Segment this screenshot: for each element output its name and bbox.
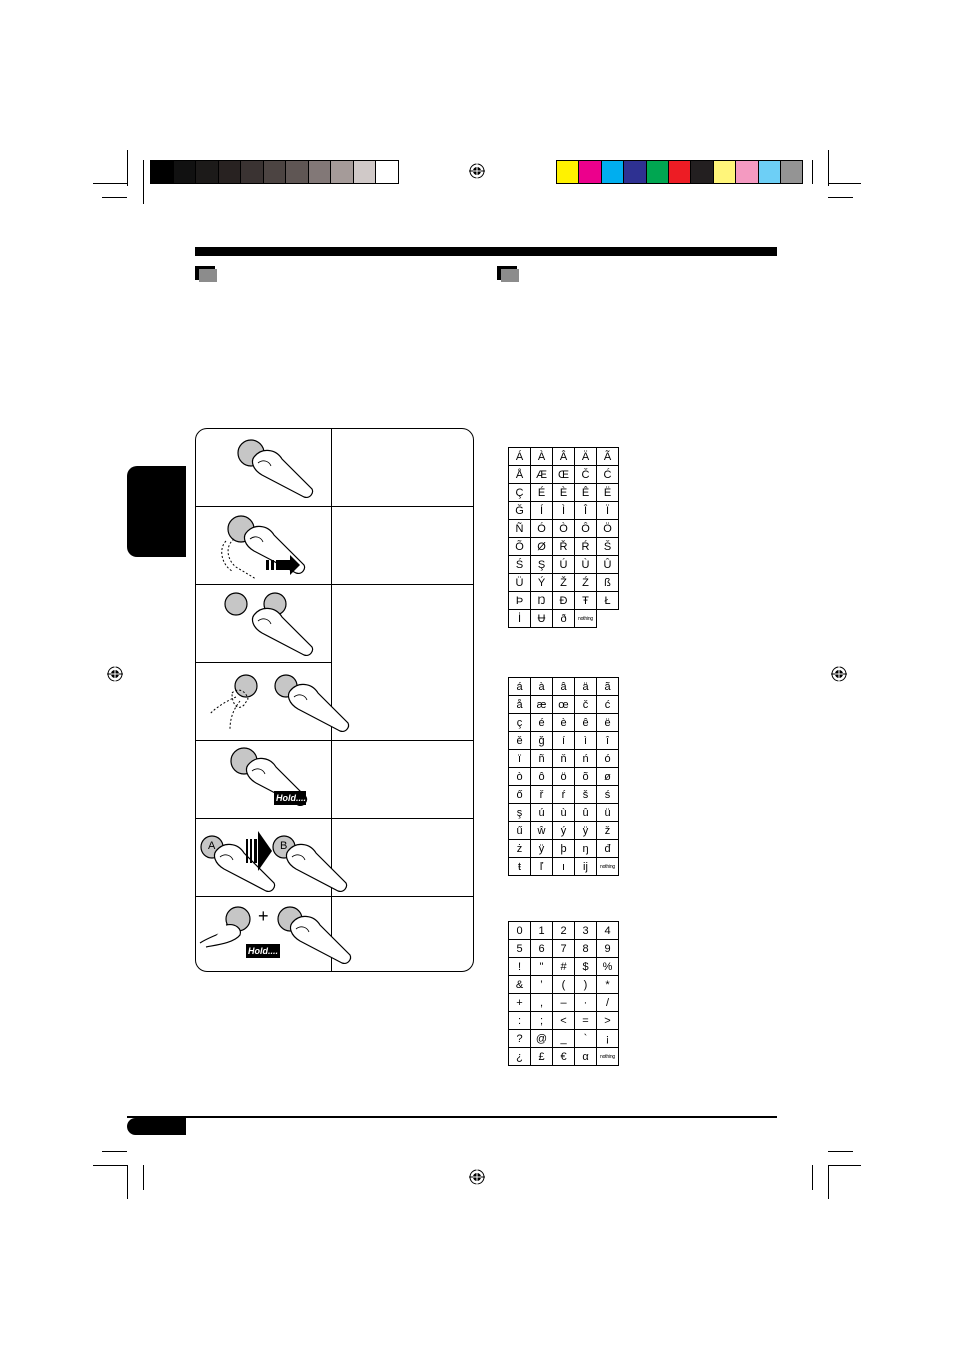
character-cell: ş — [509, 804, 531, 822]
character-cell: ë — [597, 714, 619, 732]
table-row — [509, 448, 619, 466]
character-cell: nothing — [575, 610, 597, 628]
character-cell: õ — [575, 768, 597, 786]
character-cell: nothing — [597, 1048, 619, 1066]
character-cell: £ — [531, 1048, 553, 1066]
character-cell: Ä — [575, 448, 597, 466]
character-cell: í — [553, 732, 575, 750]
character-cell: ÿ — [531, 840, 553, 858]
character-cell: Ŕ — [575, 538, 597, 556]
character-cell: ő — [509, 786, 531, 804]
character-cell: : — [509, 1012, 531, 1030]
character-cell: Œ — [553, 466, 575, 484]
character-cell: Ç — [509, 484, 531, 502]
character-cell: Ã — [597, 448, 619, 466]
character-cell: ; — [531, 1012, 553, 1030]
character-cell: + — [509, 994, 531, 1012]
registration-mark-icon — [107, 666, 123, 682]
character-cell: Ğ — [509, 502, 531, 520]
character-cell: ã — [597, 678, 619, 696]
hold-label: Hold.... — [276, 793, 306, 803]
character-cell: ç — [509, 714, 531, 732]
character-cell: Ò — [553, 520, 575, 538]
character-cell: < — [553, 1012, 575, 1030]
character-cell: Á — [509, 448, 531, 466]
character-cell: ò — [509, 768, 531, 786]
table-row — [509, 822, 619, 840]
registration-mark-icon — [469, 1169, 485, 1185]
character-cell: Õ — [509, 538, 531, 556]
character-cell: ŧ — [509, 858, 531, 876]
character-cell: ä — [575, 678, 597, 696]
character-cell: Ö — [597, 520, 619, 538]
table-row — [509, 520, 619, 538]
character-cell: Ž — [553, 574, 575, 592]
table-row — [509, 1048, 619, 1066]
color-swatch — [285, 160, 309, 184]
character-cell: _ — [553, 1030, 575, 1048]
table-row — [509, 502, 619, 520]
color-swatch — [218, 160, 242, 184]
character-cell: Ü — [509, 574, 531, 592]
header-rule — [195, 247, 777, 256]
character-cell: 3 — [575, 922, 597, 940]
table-row — [509, 466, 619, 484]
character-cell: ŕ — [553, 786, 575, 804]
table-row — [509, 804, 619, 822]
character-cell: æ — [531, 696, 553, 714]
character-cell: È — [553, 484, 575, 502]
plus-sign: + — [258, 906, 269, 926]
character-cell: 1 — [531, 922, 553, 940]
character-cell: > — [597, 1012, 619, 1030]
section-marker-icon — [497, 266, 519, 282]
character-cell: · — [575, 994, 597, 1012]
character-cell: ñ — [531, 750, 553, 768]
character-cell: & — [509, 976, 531, 994]
character-cell: ŵ — [531, 822, 553, 840]
character-cell: ğ — [531, 732, 553, 750]
character-cell: Ł — [597, 592, 619, 610]
registration-mark-icon — [831, 666, 847, 682]
character-cell: Ý — [531, 574, 553, 592]
character-cell: Æ — [531, 466, 553, 484]
color-swatch — [668, 160, 691, 184]
character-cell: 5 — [509, 940, 531, 958]
table-row — [509, 696, 619, 714]
character-cell: á — [509, 678, 531, 696]
character-cell: ó — [597, 750, 619, 768]
character-cell: Ź — [575, 574, 597, 592]
character-cell: Ø — [531, 538, 553, 556]
character-cell: 4 — [597, 922, 619, 940]
character-cell: ù — [553, 804, 575, 822]
character-cell: nothing — [597, 858, 619, 876]
character-cell: ű — [509, 822, 531, 840]
character-cell: Å — [509, 466, 531, 484]
color-swatch — [330, 160, 354, 184]
character-cell: ż — [509, 840, 531, 858]
table-row — [509, 732, 619, 750]
character-cell: 2 — [553, 922, 575, 940]
character-cell: č — [575, 696, 597, 714]
table-row — [509, 994, 619, 1012]
character-cell: Ʉ — [531, 610, 553, 628]
character-cell: ( — [553, 976, 575, 994]
character-cell: ÿ — [575, 822, 597, 840]
character-cell: ì — [575, 732, 597, 750]
character-cell: Ř — [553, 538, 575, 556]
character-cell: â — [553, 678, 575, 696]
table-row — [509, 610, 619, 628]
character-cell: 7 — [553, 940, 575, 958]
character-cell: * — [597, 976, 619, 994]
character-cell: ü — [597, 804, 619, 822]
character-cell: ! — [509, 958, 531, 976]
uppercase-character-table — [508, 447, 619, 628]
character-cell: đ — [597, 840, 619, 858]
table-row — [509, 484, 619, 502]
character-cell: ś — [597, 786, 619, 804]
table-row — [509, 840, 619, 858]
character-cell: ö — [553, 768, 575, 786]
table-row — [509, 750, 619, 768]
a-to-b-illustration — [201, 831, 347, 891]
table-row — [509, 556, 619, 574]
table-row — [509, 714, 619, 732]
table-row — [509, 592, 619, 610]
character-cell: Đ — [553, 592, 575, 610]
color-swatch — [195, 160, 219, 184]
color-swatch — [353, 160, 377, 184]
character-cell: – — [553, 994, 575, 1012]
character-cell: 0 — [509, 922, 531, 940]
character-cell: 9 — [597, 940, 619, 958]
color-swatch — [308, 160, 332, 184]
registration-mark-icon — [469, 163, 485, 179]
table-row — [509, 858, 619, 876]
character-cell: Č — [575, 466, 597, 484]
character-cell: ij — [575, 858, 597, 876]
table-row — [509, 976, 619, 994]
table-row — [509, 922, 619, 940]
character-cell: é — [531, 714, 553, 732]
color-swatch — [780, 160, 803, 184]
character-cell: Ş — [531, 556, 553, 574]
character-cell: Ś — [509, 556, 531, 574]
character-cell: 6 — [531, 940, 553, 958]
character-cell: š — [575, 786, 597, 804]
character-cell: Ŧ — [575, 592, 597, 610]
character-cell: ’ — [531, 976, 553, 994]
select-button-illustration — [225, 593, 313, 655]
button-b-label: B — [280, 840, 288, 852]
character-cell: Ć — [597, 466, 619, 484]
character-cell: ï — [509, 750, 531, 768]
character-cell: Ŋ — [531, 592, 553, 610]
character-cell: Ì — [553, 502, 575, 520]
table-row — [509, 574, 619, 592]
color-swatch — [240, 160, 264, 184]
character-cell: ž — [597, 822, 619, 840]
button-operations-panel — [195, 428, 474, 972]
character-cell: ` — [575, 1030, 597, 1048]
character-cell: ô — [531, 768, 553, 786]
character-cell: Û — [597, 556, 619, 574]
color-swatch — [578, 160, 601, 184]
character-cell: ß — [597, 574, 619, 592]
character-cell: ¿ — [509, 1048, 531, 1066]
color-swatch — [623, 160, 646, 184]
character-cell: Ë — [597, 484, 619, 502]
color-swatch — [758, 160, 781, 184]
color-swatch — [150, 160, 174, 184]
character-cell: / — [597, 994, 619, 1012]
character-cell: É — [531, 484, 553, 502]
character-cell: ¡ — [597, 1030, 619, 1048]
language-side-tab — [127, 466, 186, 557]
character-cell — [597, 610, 619, 628]
footer-rule — [127, 1116, 777, 1118]
character-cell: ŋ — [575, 840, 597, 858]
character-cell: î — [597, 732, 619, 750]
character-cell: ı — [553, 858, 575, 876]
character-cell: þ — [553, 840, 575, 858]
character-cell: ň — [553, 750, 575, 768]
slide-illustration — [222, 516, 305, 579]
character-cell: @ — [531, 1030, 553, 1048]
table-row — [509, 1012, 619, 1030]
character-cell: Ï — [597, 502, 619, 520]
character-cell: œ — [553, 696, 575, 714]
character-cell: ø — [597, 768, 619, 786]
character-cell: , — [531, 994, 553, 1012]
character-cell: Þ — [509, 592, 531, 610]
color-swatch — [713, 160, 736, 184]
character-cell: ń — [575, 750, 597, 768]
character-cell: Ñ — [509, 520, 531, 538]
character-cell: Ó — [531, 520, 553, 538]
symbol-character-table — [508, 921, 619, 1066]
table-row — [509, 940, 619, 958]
color-swatch — [173, 160, 197, 184]
character-cell: Ú — [553, 556, 575, 574]
press-illustration — [238, 440, 313, 497]
table-row — [509, 768, 619, 786]
character-cell: 8 — [575, 940, 597, 958]
table-row — [509, 786, 619, 804]
character-cell: ú — [531, 804, 553, 822]
character-cell: # — [553, 958, 575, 976]
page-number-tab — [127, 1118, 186, 1135]
table-row — [509, 958, 619, 976]
character-cell: À — [531, 448, 553, 466]
character-cell: Ê — [575, 484, 597, 502]
move-button-illustration — [210, 675, 349, 731]
color-swatch — [690, 160, 713, 184]
table-row — [509, 678, 619, 696]
character-cell: α — [575, 1048, 597, 1066]
character-cell: ð — [553, 610, 575, 628]
character-cell: Í — [531, 502, 553, 520]
lowercase-character-table — [508, 677, 619, 876]
character-cell: Ô — [575, 520, 597, 538]
character-cell: ý — [553, 822, 575, 840]
character-cell: ) — [575, 976, 597, 994]
character-cell: = — [575, 1012, 597, 1030]
section-marker-icon — [195, 266, 217, 282]
character-cell: è — [553, 714, 575, 732]
character-cell: ě — [509, 732, 531, 750]
table-row — [509, 538, 619, 556]
character-cell: ř — [531, 786, 553, 804]
character-cell: å — [509, 696, 531, 714]
character-cell: % — [597, 958, 619, 976]
character-cell: Ù — [575, 556, 597, 574]
color-swatch — [735, 160, 758, 184]
character-cell: " — [531, 958, 553, 976]
color-swatch — [263, 160, 287, 184]
character-cell: ê — [575, 714, 597, 732]
character-cell: Î — [575, 502, 597, 520]
hold-label: Hold.... — [248, 946, 278, 956]
character-cell: à — [531, 678, 553, 696]
character-cell: Â — [553, 448, 575, 466]
color-swatch — [646, 160, 669, 184]
character-cell: ć — [597, 696, 619, 714]
character-cell: İ — [509, 610, 531, 628]
character-cell: € — [553, 1048, 575, 1066]
character-cell: ? — [509, 1030, 531, 1048]
button-a-label: A — [208, 840, 216, 852]
color-swatch — [601, 160, 624, 184]
color-swatch — [375, 160, 399, 184]
color-swatch — [556, 160, 579, 184]
table-row — [509, 1030, 619, 1048]
character-cell: ľ — [531, 858, 553, 876]
character-cell: û — [575, 804, 597, 822]
character-cell: $ — [575, 958, 597, 976]
finger-press-illustrations — [196, 429, 474, 972]
character-cell: Š — [597, 538, 619, 556]
